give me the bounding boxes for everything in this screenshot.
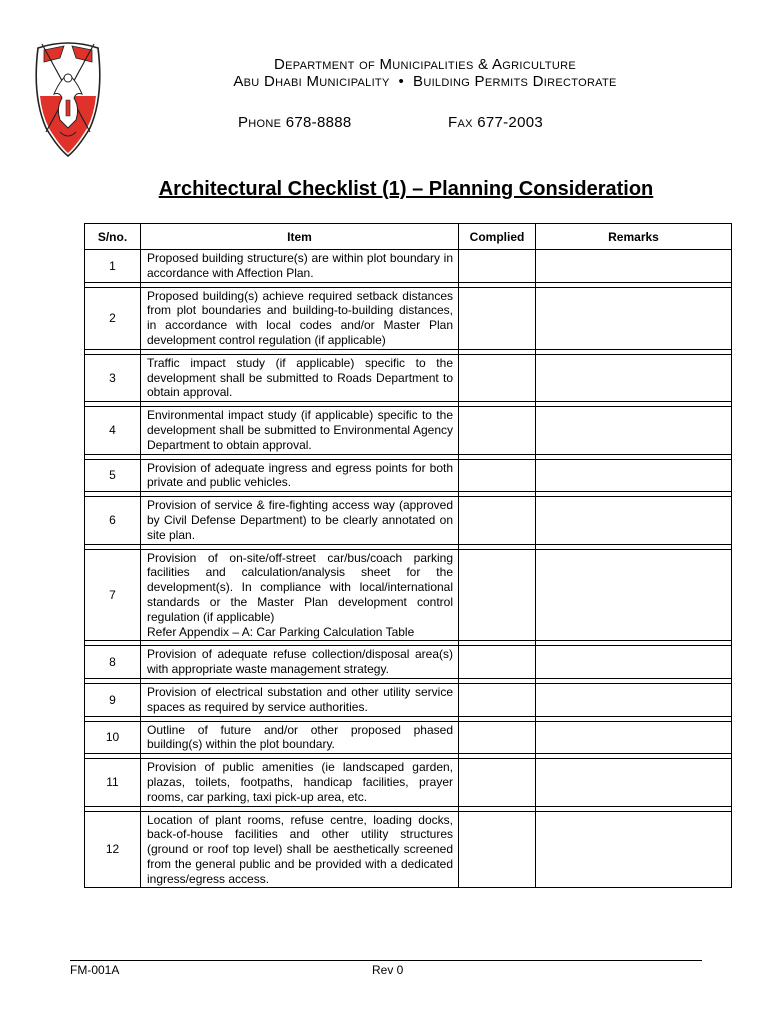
remarks-cell[interactable] (536, 497, 732, 544)
row-number: 10 (85, 721, 141, 754)
column-header-complied: Complied (459, 224, 536, 250)
complied-cell[interactable] (459, 354, 536, 401)
complied-cell[interactable] (459, 407, 536, 454)
row-item-note: Refer Appendix – A: Car Parking Calculation Table (147, 624, 415, 639)
remarks-cell[interactable] (536, 354, 732, 401)
complied-cell[interactable] (459, 811, 536, 888)
row-item: Traffic impact study (if applicable) specific to the development shall be submitted to Roads Department to obtain approval. (141, 354, 459, 401)
complied-cell[interactable] (459, 721, 536, 754)
remarks-cell[interactable] (536, 287, 732, 349)
remarks-cell[interactable] (536, 646, 732, 679)
table-row (85, 721, 732, 754)
row-number: 8 (85, 646, 141, 679)
checklist-table (84, 223, 732, 888)
complied-cell[interactable] (459, 759, 536, 806)
table-row (85, 759, 732, 806)
column-header-sno: S/no. (85, 224, 141, 250)
complied-cell[interactable] (459, 250, 536, 283)
table-row (85, 683, 732, 716)
table-row (85, 497, 732, 544)
fax-number: Fax 677-2003 (448, 114, 543, 131)
row-number: 2 (85, 287, 141, 349)
row-number: 11 (85, 759, 141, 806)
column-header-item: Item (141, 224, 459, 250)
row-item: Outline of future and/or other proposed phased building(s) within the plot boundary. (141, 721, 459, 754)
municipality-name: Abu Dhabi Municipality (233, 73, 390, 90)
row-item (141, 549, 459, 641)
row-number: 9 (85, 683, 141, 716)
complied-cell[interactable] (459, 646, 536, 679)
row-item: Provision of public amenities (ie landscaped garden, plazas, toilets, footpaths, handicap facilities, prayer rooms, car parking, taxi pick-up area, etc. (141, 759, 459, 806)
row-item: Provision of service & fire-fighting access way (approved by Civil Defense Department) to be clearly annotated on site plan. (141, 497, 459, 544)
table-row (85, 549, 732, 641)
remarks-cell[interactable] (536, 811, 732, 888)
complied-cell[interactable] (459, 459, 536, 492)
table-header-row (85, 224, 732, 250)
row-item: Proposed building(s) achieve required setback distances from plot boundaries and building-to-building distances, in accordance with local codes and/or Master Plan development control regulation (if applicable) (141, 287, 459, 349)
table-row (85, 646, 732, 679)
remarks-cell[interactable] (536, 721, 732, 754)
row-item-text: Provision of on-site/off-street car/bus/coach parking facilities and calculation/analysis sheet for the development(s). In compliance with local/international standards or the Master Plan development control regulation (if applicable) (147, 550, 453, 624)
table-row (85, 250, 732, 283)
table-row (85, 811, 732, 888)
row-item: Location of plant rooms, refuse centre, loading docks, back-of-house facilities and other utility structures (ground or roof top level) shall be aesthetically screened from the general public and be provided with a dedicated ingress/egress access. (141, 811, 459, 888)
remarks-cell[interactable] (536, 459, 732, 492)
separator-bullet: • (398, 73, 405, 90)
table-row (85, 459, 732, 492)
complied-cell[interactable] (459, 497, 536, 544)
row-item: Proposed building structure(s) are within plot boundary in accordance with Affection Plan. (141, 250, 459, 283)
revision-number: Rev 0 (372, 963, 404, 977)
remarks-cell[interactable] (536, 759, 732, 806)
table-row (85, 287, 732, 349)
row-number: 7 (85, 549, 141, 641)
row-number: 3 (85, 354, 141, 401)
row-item: Provision of adequate ingress and egress points for both private and public vehicles. (141, 459, 459, 492)
remarks-cell[interactable] (536, 549, 732, 641)
column-header-remarks: Remarks (536, 224, 732, 250)
municipality-line (120, 73, 730, 90)
footer-divider (70, 960, 702, 961)
row-item: Provision of adequate refuse collection/disposal area(s) with appropriate waste management strategy. (141, 646, 459, 679)
row-number: 4 (85, 407, 141, 454)
letterhead (120, 56, 730, 90)
remarks-cell[interactable] (536, 683, 732, 716)
phone-number: Phone 678-8888 (238, 114, 352, 131)
department-name: Department of Municipalities & Agriculture (274, 56, 576, 73)
row-item: Provision of electrical substation and other utility service spaces as required by service authorities. (141, 683, 459, 716)
table-row (85, 354, 732, 401)
remarks-cell[interactable] (536, 407, 732, 454)
table-row (85, 407, 732, 454)
row-number: 1 (85, 250, 141, 283)
directorate-name: Building Permits Directorate (413, 73, 617, 90)
form-number: FM-001A (70, 963, 120, 977)
row-number: 6 (85, 497, 141, 544)
complied-cell[interactable] (459, 683, 536, 716)
row-item: Environmental impact study (if applicable) specific to the development shall be submitted to Environmental Agency Department to obtain approval. (141, 407, 459, 454)
row-number: 5 (85, 459, 141, 492)
falcon-emblem-icon (30, 36, 106, 158)
complied-cell[interactable] (459, 287, 536, 349)
complied-cell[interactable] (459, 549, 536, 641)
remarks-cell[interactable] (536, 250, 732, 283)
page-title: Architectural Checklist (1) – Planning Consideration (158, 178, 654, 200)
row-number: 12 (85, 811, 141, 888)
